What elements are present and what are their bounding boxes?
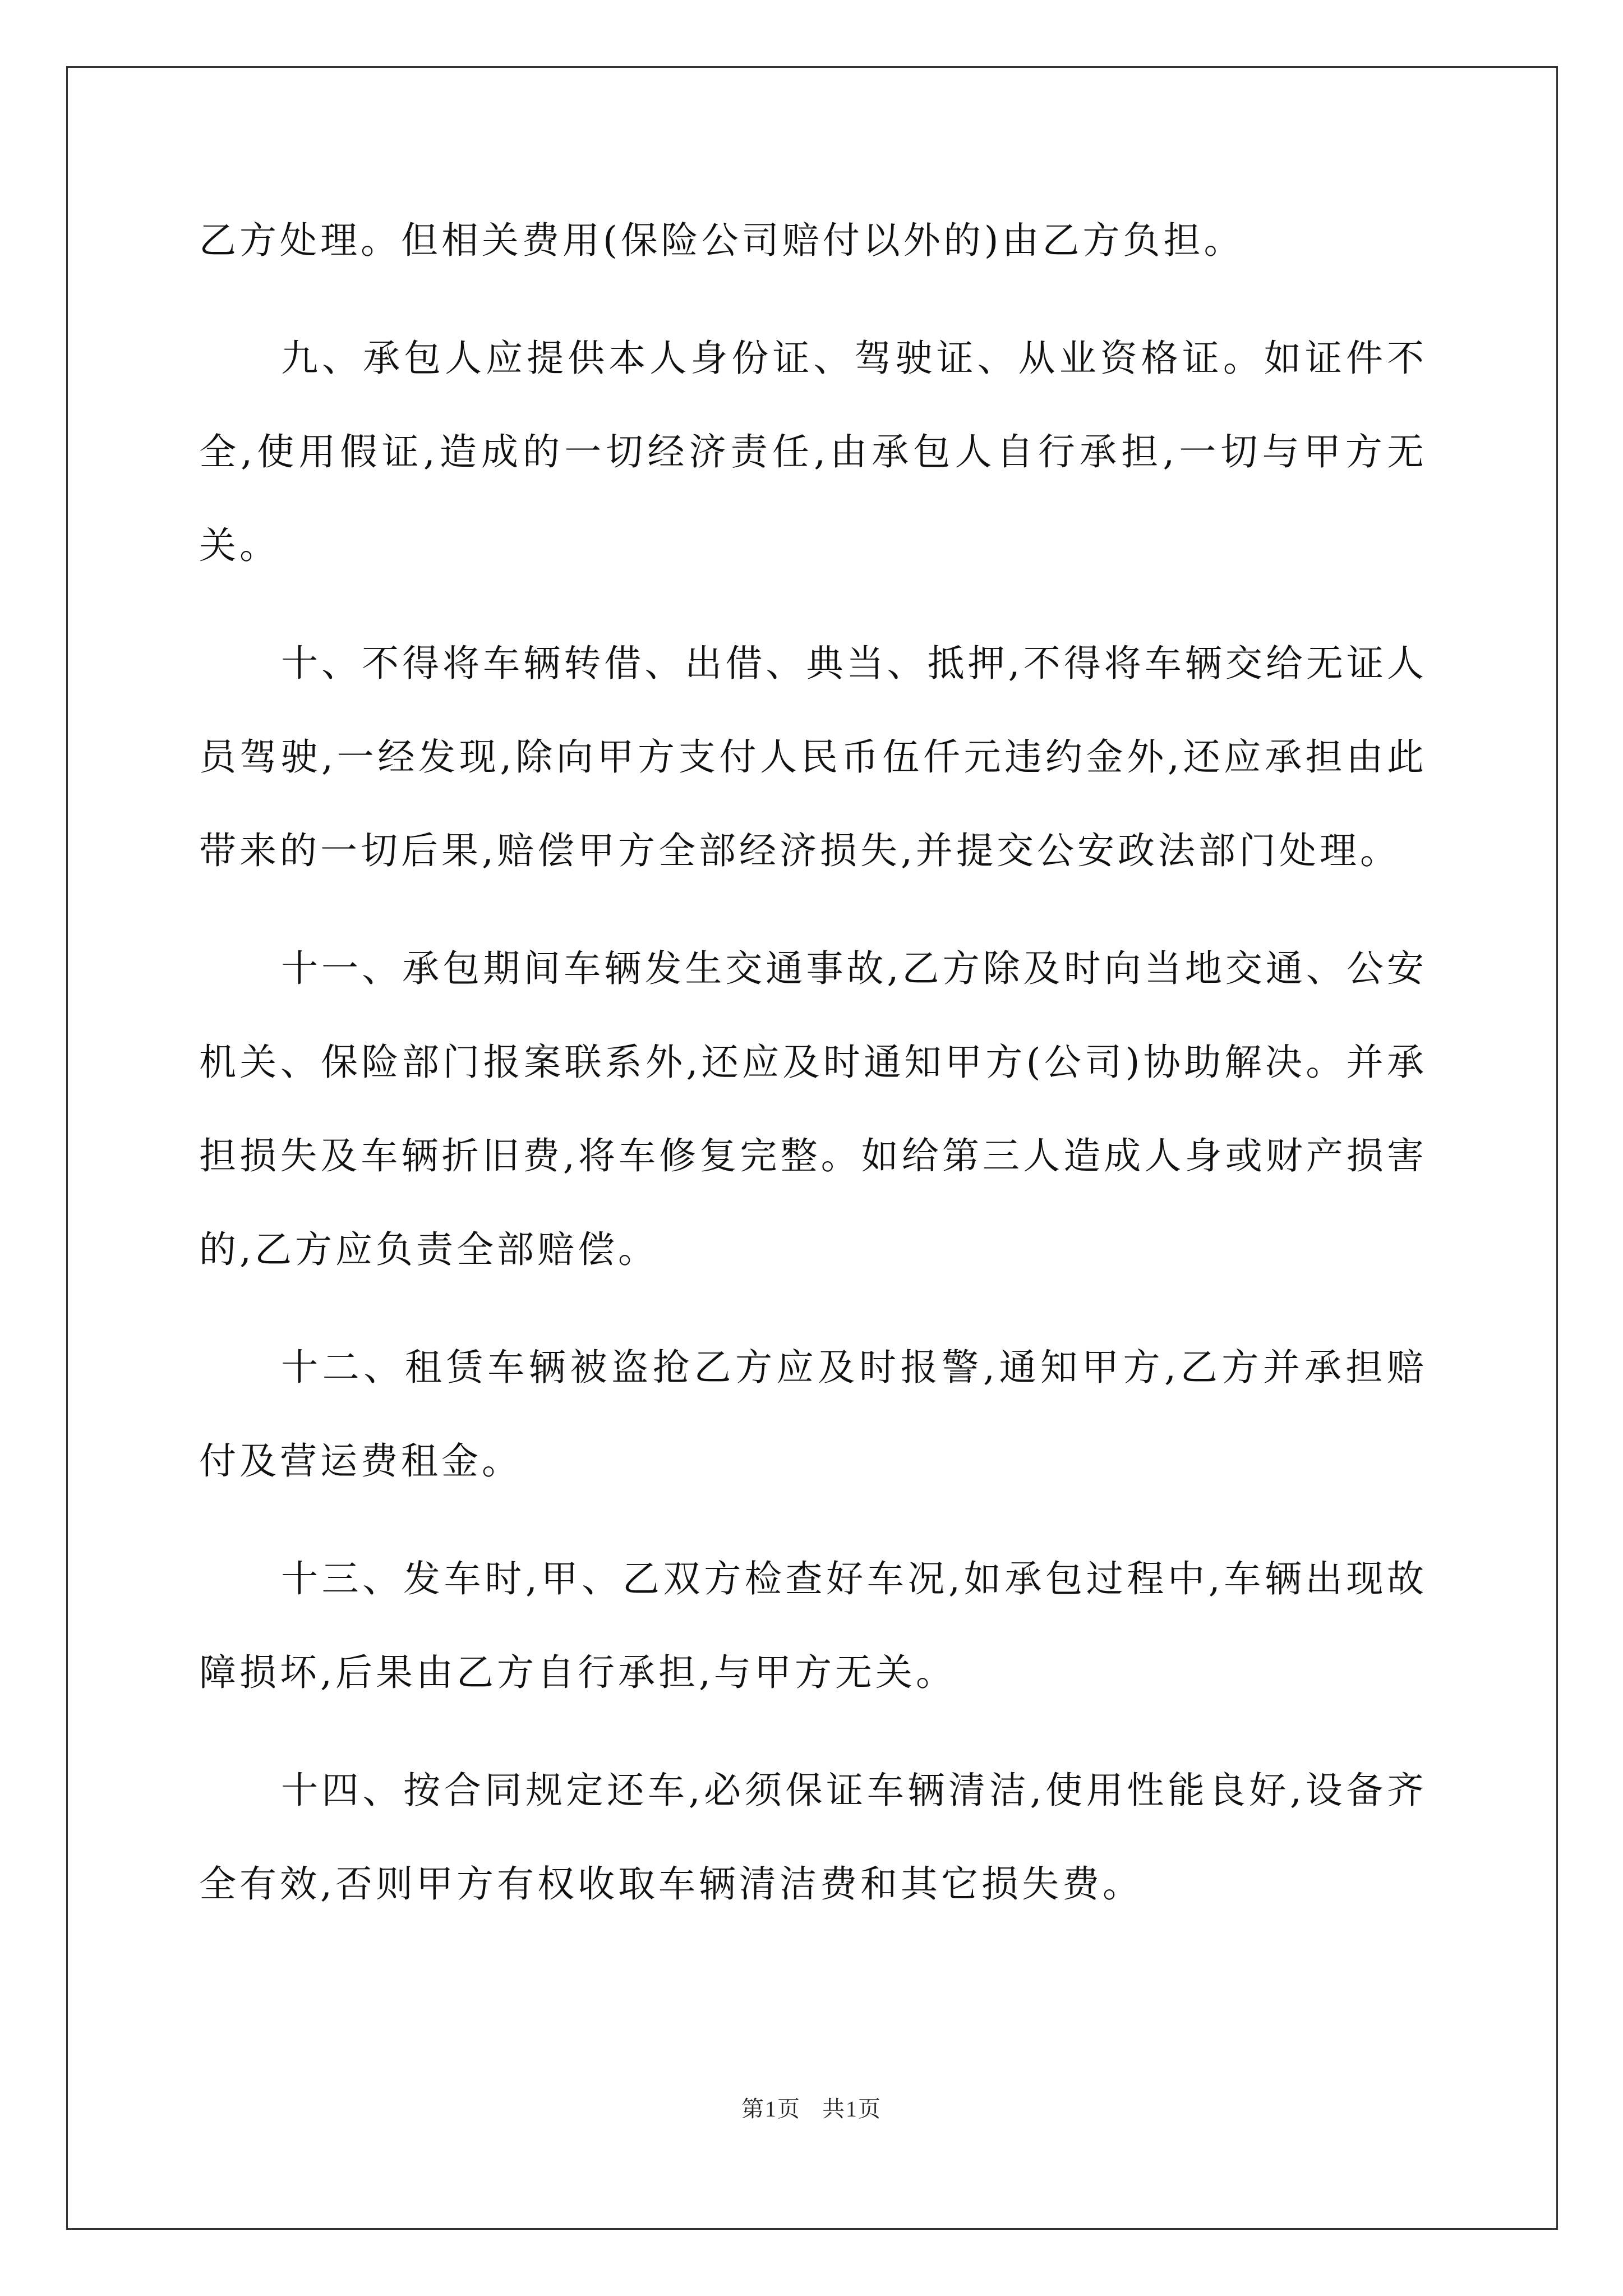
paragraph-clause-11: 十一、承包期间车辆发生交通事故,乙方除及时向当地交通、公安机关、保险部门报案联系外,还应及时通知甲方(公司)协助解决。并承担损失及车辆折旧费,将车修复完整。如给第三人造成人身或财产损害的,乙方应负责全部赔偿。 — [199, 947, 1427, 1271]
paragraph-continuation: 乙方处理。但相关费用(保险公司赔付以外的)由乙方负担。 — [199, 219, 1244, 262]
page-total: 共1页 — [822, 2096, 882, 2122]
paragraph-clause-12: 十二、租赁车辆被盗抢乙方应及时报警,通知甲方,乙方并承担赔付及营运费租金。 — [199, 1346, 1427, 1483]
page-number: 第1页 — [741, 2096, 801, 2122]
paragraph-clause-9: 九、承包人应提供本人身份证、驾驶证、从业资格证。如证件不全,使用假证,造成的一切经济责任,由承包人自行承担,一切与甲方无关。 — [199, 337, 1427, 567]
paragraph-clause-10: 十、不得将车辆转借、出借、典当、抵押,不得将车辆交给无证人员驾驶,一经发现,除向甲方支付人民币伍仟元违约金外,还应承担由此带来的一切后果,赔偿甲方全部经济损失,并提交公安政法部门处理。 — [199, 642, 1427, 872]
document-body — [199, 194, 1427, 1955]
page-footer — [0, 2091, 1623, 2123]
paragraph-clause-13: 十三、发车时,甲、乙双方检查好车况,如承包过程中,车辆出现故障损坏,后果由乙方自行承担,与甲方无关。 — [199, 1557, 1427, 1694]
paragraph-clause-14: 十四、按合同规定还车,必须保证车辆清洁,使用性能良好,设备齐全有效,否则甲方有权收取车辆清洁费和其它损失费。 — [199, 1769, 1427, 1906]
